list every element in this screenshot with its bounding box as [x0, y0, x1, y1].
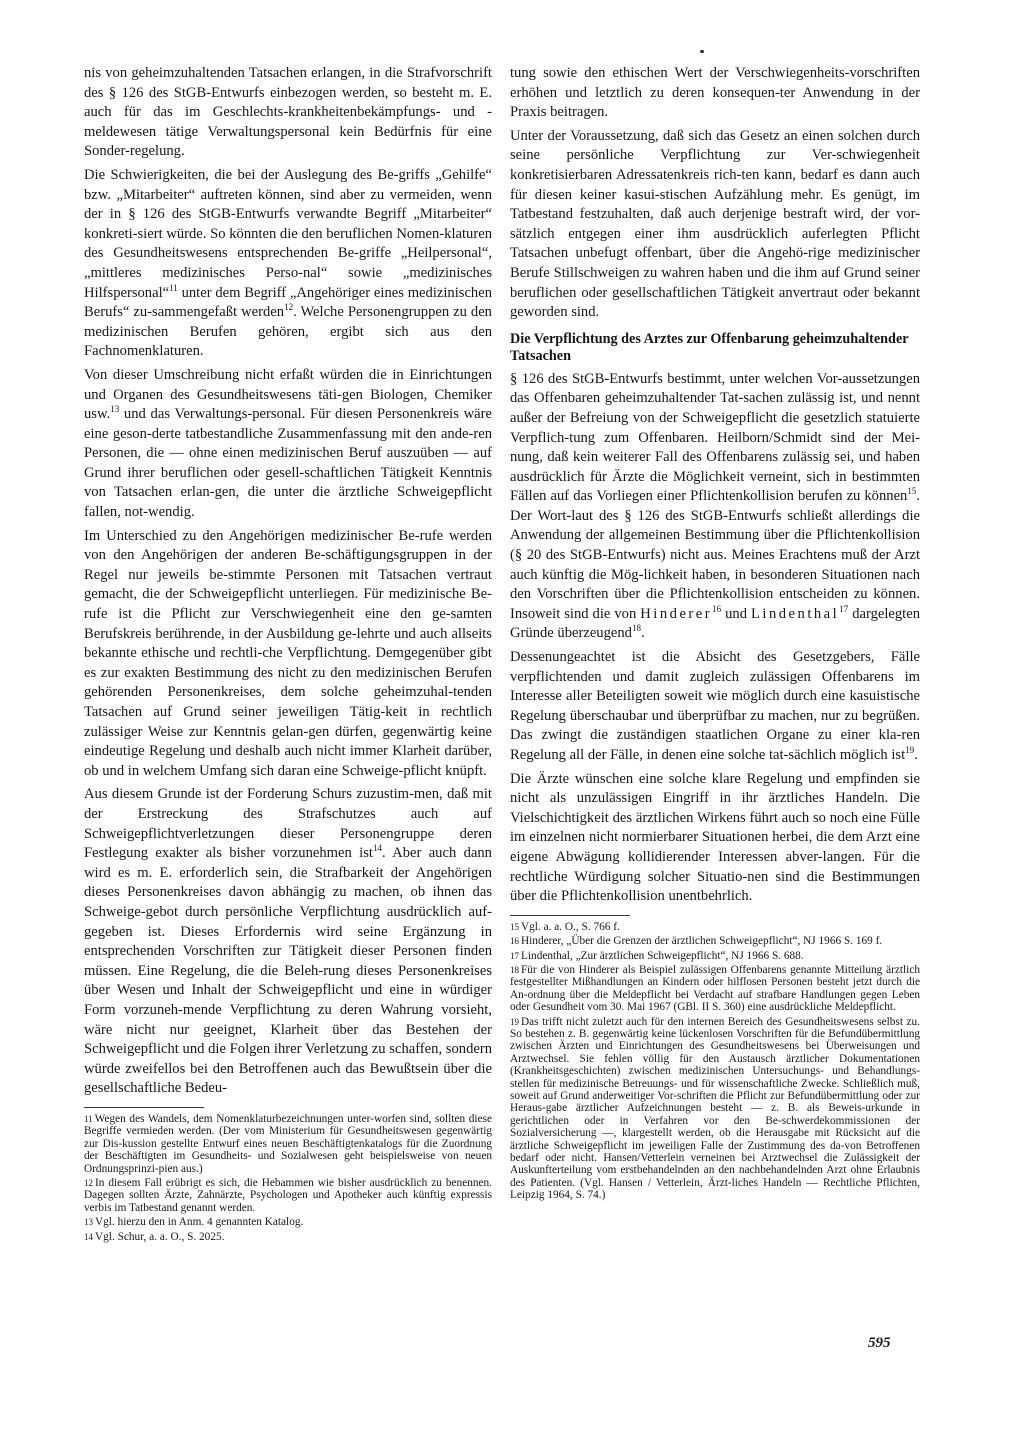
footnote-separator — [510, 915, 630, 916]
footnote-text: Lindenthal, „Zur ärztlichen Schweigepflicht“, NJ 1966 S. 688. — [521, 949, 804, 962]
print-speck — [700, 50, 704, 53]
right-column — [510, 64, 920, 1204]
footnote-text: Wegen des Wandels, dem Nomenklaturbezeichnungen unter-worfen sind, sollten diese Begriffe vermieden werden. (Der vom Ministerium für Gesundheitswesen gegenwärtig zur Dis-kussion gestellte Entwurf eines neuen Beschäftigtenkatalogs für die Zuordnung der Beschäftigten im Gesundheits- und Sozialwesen geht beispielsweise von neuen Ordnungsprinzi-pien aus.) — [84, 1112, 492, 1175]
text-run: Von dieser Umschreibung nicht erfaßt würden die in Einrichtungen und Organen des Gesundheitswesens täti-gen Biologen, Chemiker usw. — [84, 366, 492, 423]
footnote-text: Für die von Hinderer als Beispiel zulässigen Offenbarens genannte Mitteilung ärztlich festgestellter Mißhandlungen an Kindern oder hilflosen Personen besteht jetzt durch die An-ordnung über die Meldepflicht bei Verdacht auf strafbare Handlungen gegen Leben oder Gesundheit vom 30. Mai 1967 (GBl. II S. 360) eine ausdrückliche Meldepflicht. — [510, 963, 920, 1014]
text-run: Die Schwierigkeiten, die bei der Auslegung des Be-griffs „Gehilfe“ bzw. „Mitarbeiter“ auftreten können, sind aber zu vermeiden, wenn der in § 126 des StGB-Entwurfs verwandte Begriff „Mitarbeiter“ konkreti-siert würde. So könnten die den beruflichen Nomen-klaturen des Gesundheitswesens entsprechenden Be-griffe „Heilpersonal“, „mittleres medizinisches Perso-nal“ sowie „medizinisches Hilfspersonal“ — [84, 166, 492, 301]
paragraph — [84, 366, 492, 523]
footnote-ref: 19 — [905, 745, 915, 756]
footnote — [84, 1113, 492, 1175]
paragraph — [84, 166, 492, 362]
text-run: . Aber auch dann wird es m. E. erforderlich sein, die Strafbarkeit der Angehörigen dieses Personenkreises davon abhängig zu machen, ob ihnen das Schweige-gebot durch persönliche Verpflichtung ausdrücklich auf-gegeben ist. Dieses Erfordernis wird seine Ergänzung in entsprechenden Vorschriften zur Tätigkeit dieser Personen finden müssen. Eine Regelung, die die Beleh-rung dieses Personenkreises über Wesen und Inhalt der Schweigepflicht und eine in würdiger Form vorzuneh-mende Verpflichtung zu deren Wahrung vorsieht, wäre nicht nur geeignet, Klarheit über das Bestehen der Schweigepflicht und die Folgen ihrer Verletzung zu schaffen, sondern würde zweifellos bei den Betroffenen auch das Bewußtsein über die gesellschaftliche Bedeu- — [84, 845, 492, 1097]
footnote-ref: 16 — [712, 603, 722, 614]
footnote-ref: 13 — [110, 404, 120, 415]
paragraph: Unter der Voraussetzung, daß sich das Gesetz an einen solchen durch seine persönliche Verpflichtung zur Ver-schwiegenheit konkretisierbaren Adressatenkreis rich-ten kann, bedarf es dann auch für diesen keiner kasui-stischen Aufzählung mehr. Es genügt, im Tatbestand festzuhalten, daß auch derjenige bestraft wird, der vor-sätzlich entgegen einer ihm ausdrücklich auferlegten Pflicht Tatsachen unbefugt offenbart, über die Angehö-rige medizinischer Berufe Stillschweigen zu wahren haben und die ihm auf Grund seiner beruflichen oder gesellschaftlichen Tätigkeit anvertraut oder bekannt geworden sind. — [510, 127, 920, 321]
text-run: und das Verwaltungs-personal. Für diesen Personenkreis wäre eine geson-derte tatbestandliche Zusammenfassung mit den ande-ren Personen, die — ohne einen medizinischen Beruf auszuüben — auf Grund ihrer beruflichen oder gesell-schaftlichen Tätigkeit Kenntnis von Tatsachen erlan-gen, die unter die ärztliche Schweigepflicht fallen, not-wendig. — [84, 406, 492, 521]
text-run: . Welche Personengruppen zu den medizinischen Berufen gehören, ergibt sich aus den Fachnomenklaturen. — [84, 304, 492, 360]
footnote — [510, 1016, 920, 1202]
paragraph: nis von geheimzuhaltenden Tatsachen erlangen, in die Strafvorschrift des § 126 des StGB-Entwurfs einbezogen werden, so besteht m. E. auch für das im Geschlechts-krankheitenbekämpfungs- und -meldewesen tätige Verwaltungspersonal kein Bedürfnis für eine Sonder-regelung. — [84, 65, 492, 160]
text-run: . Der Wort-laut des § 126 des StGB-Entwurfs schließt allerdings die Anwendung der allgemeinen Bestimmung über die Pflichtenkollision (§ 20 des StGB-Entwurfs) nicht aus. Meines Erachtens muß der Arzt auch künftig die Mög-lichkeit haben, in besonderen Situationen nach den Vorschriften über die Pflichtenkollision entscheiden zu können. Insoweit sind die von — [510, 488, 920, 622]
text-run: unter dem Begriff „Angehöriger eines medizinischen Berufs“ zu-sammengefaßt werden — [84, 284, 492, 321]
footnote-text: Vgl. Schur, a. a. O., S. 2025. — [95, 1230, 225, 1243]
text-run: § 126 des StGB-Entwurfs bestimmt, unter welchen Vor-aussetzungen das Offenbaren geheimzuhaltender Tat-sachen zulässig ist, und nennt außer der Befreiung von der Schweigepflicht die gesetzlich statuierte Verpflich-tung zum Offenbaren. Heilborn/Schmidt sind der Mei-nung, daß kein weiterer Fall des Offenbarens zulässig sei, und haben ausdrücklich für Ärzte die Möglichkeit verneint, sich in bestimmten Fällen auf das Vorliegen einer Pflichtenkollision berufen zu können — [510, 370, 920, 505]
footnote-text: In diesem Fall erübrigt es sich, die Hebammen wie bisher ausdrücklich zu benennen. Dagegen sollten Ärzte, Zahnärzte, Psychologen und Apotheker auch künftig expressis verbis im Tatbestand genannt werden. — [84, 1176, 492, 1214]
footnote-text: Vgl. a. a. O., S. 766 f. — [521, 920, 620, 933]
paragraph — [510, 648, 920, 766]
footnote — [510, 921, 920, 933]
footnote-ref: 18 — [631, 623, 641, 634]
footnote-ref: 14 — [372, 843, 382, 854]
footnote-text: Hinderer, „Über die Grenzen der ärztlichen Schweigepflicht“, NJ 1966 S. 169 f. — [521, 935, 883, 948]
section-heading: Die Verpflichtung des Arztes zur Offenbarung geheimzuhaltender Tatsachen — [510, 330, 909, 365]
footnote-number: 18 — [510, 964, 519, 975]
footnote-ref: 15 — [907, 486, 917, 497]
footnote — [84, 1177, 492, 1214]
footnote — [84, 1216, 492, 1228]
footnote-number: 12 — [84, 1177, 93, 1188]
paragraph: Die Ärzte wünschen eine solche klare Regelung und empfinden sie nicht als unzulässigen Eingriff in ihr ärztliches Handeln. Die Vielschichtigkeit des ärztlichen Wirkens führt auch so noch eine Fülle im einzelnen nicht normierbarer Situationen herbei, die dem Arzt eine eigene Abwägung kollidierender Interessen abver-langen. Für die rechtliche Würdigung solcher Situatio-nen sind die Bestimmungen über die Pflichtenkollision unentbehrlich. — [510, 770, 920, 905]
paragraph — [84, 785, 492, 1099]
text-run: Dessenungeachtet ist die Absicht des Gesetzgebers, Fälle verpflichtenden und damit zugleich zulässigen Offenbarens im Interesse aller Beteiligten soweit wie möglich durch eine kasuistische Regelung überschaubar und überprüfbar zu machen, nur zu begrüßen. Das zwingt die zuständigen staatlichen Organe zu einer kla-ren Regelung all der Fälle, in denen eine solche tat-sächlich möglich ist — [510, 649, 920, 763]
footnote-separator — [84, 1107, 204, 1108]
paragraph: § 126 des StGB-Entwurfs bestimmt, unter welchen Vor-aussetzungen das Offenbaren geheimzuhaltender Tat-sachen zulässig ist, und nennt außer der Befreiung von der Schweigepflicht die gesetzlich statuierte Verpflich-tung zum Offenbaren. Heilborn/Schmidt sind der Mei-nung, daß kein weiterer Fall des Offenbarens zulässig sei, und haben ausdrücklich für Ärzte die Möglichkeit verneint, sich in bestimmten Fällen auf das Vorliegen einer Pflichtenkollision berufen zu können$^{15}$. Der Wort-laut des § 126 des StGB-Entwurfs schließt allerdings die Anwendung der allgemeinen Bestimmung über die Pflichtenkollision (§ 20 des StGB-Entwurfs) nicht aus. Meines Erachtens muß der Arzt auch künftig die Mög-lichkeit haben, in besonderen Situationen nach den Vorschriften über die Pflichtenkollision entscheiden zu können. Insoweit sind die von Hinderer$^{16}$ und Lindenthal$^{17}$ dargelegten Gründe überzeugend$^{18}$. — [510, 370, 921, 642]
footnote-number: 19 — [510, 1016, 519, 1027]
text-run: und — [721, 605, 751, 622]
author-name: Lindenthal — [750, 605, 840, 622]
footnote — [510, 935, 920, 947]
footnote-number: 13 — [84, 1217, 93, 1228]
footnote — [510, 964, 920, 1014]
footnote-number: 15 — [510, 921, 519, 932]
footnote — [510, 950, 920, 962]
footnote — [84, 1231, 492, 1243]
author-name: Hinderer — [640, 605, 713, 622]
footnote-number: 17 — [510, 950, 519, 961]
paragraph: Im Unterschied zu den Angehörigen medizinischer Be-rufe werden von den Angehörigen der anderen Be-schäftigungsgruppen in der Regel nur jeweils be-stimmte Personen mit Tatsachen vertraut gemacht, die der Schweigepflicht unterliegen. Für medizinische Be-rufe ist die Pflicht zur Verschwiegenheit eine den ge-samten Berufskreis berührende, in der Ausbildung ge-lehrte und auch allseits bekannte ethische und rechtli-che Verpflichtung. Demgegenüber gibt es zur exakten Bestimmung des nicht zu den medizinischen Berufen gehörenden Personenkreises, dem solche geheimzuhal-tenden Tatsachen auf Grund seiner jeweiligen Tätig-keit in rechtlich zulässiger Weise zur Kenntnis gelan-gen dürfen, gegenwärtig keine eindeutige Regelung und deshalb auch nicht immer Klarheit darüber, ob und in welchem Umfang sich daran eine Schweige-pflicht knüpft. — [84, 527, 492, 779]
text-run: . — [914, 747, 918, 763]
footnote-text: Vgl. hierzu den in Anm. 4 genannten Katalog. — [95, 1216, 304, 1229]
footnote-number: 11 — [84, 1113, 93, 1124]
footnote-ref: 11 — [169, 282, 178, 293]
text-run: dargelegten Gründe überzeugend — [510, 605, 921, 642]
footnote-number: 14 — [84, 1231, 93, 1242]
footnote-text: Das trifft nicht zuletzt auch für den internen Bereich des Gesundheitswesens selbst zu. So bestehen z. B. gegenwärtig keine lückenlosen Vorschriften für die Befundübermittlung zwischen Ärzten und Einrichtungen des Gesundheitswesens bei Überweisungen und Arztwechsel. Sie fehlen völlig für den Austausch ärztlicher Dokumentationen (Krankheitsgeschichten) zwischen medizinischen Untersuchungs- und Behandlungs-stellen für medizinische Betreuungs- und für wissenschaftliche Zwecke. Schließlich muß, soweit auf Grund anderweitiger Vor-schriften die Pflicht zur Befundübermittlung oder zur Heraus-gabe ärztlicher Aufzeichnungen besteht — z. B. als Beweis-urkunde in gerichtlichen oder in Verfahren vor den Be-schwerdekommissionen der Sozialversicherung —, klargestellt werden, ob die Herausgabe mit Rücksicht auf die ärztliche Schweigepflicht im jeweiligen Falle der Zustimmung des da-von Betroffenen bedarf oder nicht. Hansen/Vetterlein verneinen bei Arztwechsel die Zulässigkeit der Auskunfterteilung vom erstbehandelnden an den nachbehandelnden Arzt ohne Erlaubnis des Patienten. (Vgl. Hansen / Vetterlein, Ärzt-liches Handeln — Rechtliche Pflichten, Leipzig 1964, S. 74.) — [510, 1015, 920, 1202]
paragraph: tung sowie den ethischen Wert der Verschwiegenheits-vorschriften erhöhen und letztlich zu deren konsequen-ter Anwendung in der Praxis beitragen. — [510, 65, 920, 121]
left-column — [84, 64, 492, 1245]
text-run: Aus diesem Grunde ist der Forderung Schurs zuzustim-men, daß mit der Erstreckung des Strafschutzes auch auf Schweigepflichtverletzungen dieser Personengruppe deren Festlegung exakter als bisher vorzunehmen ist — [84, 786, 492, 862]
footnote-number: 16 — [510, 936, 519, 947]
footnote-ref: 12 — [284, 302, 294, 313]
footnote-ref: 17 — [839, 603, 849, 614]
page-number: 595 — [868, 1335, 891, 1351]
